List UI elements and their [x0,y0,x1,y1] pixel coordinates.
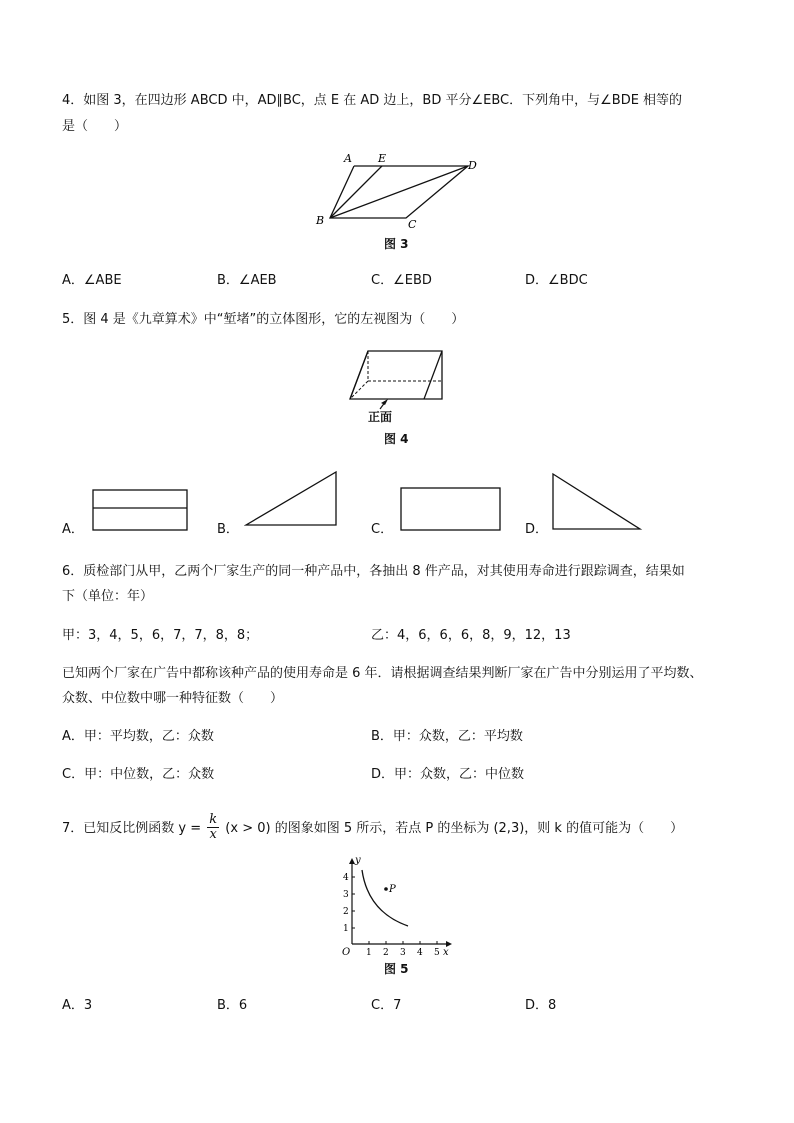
q4-option-a[interactable]: A．∠ABE [62,273,122,288]
q5-option-a-figure[interactable] [92,488,190,534]
y-axis-label: y [355,855,361,866]
x-tick-3: 3 [400,948,406,958]
q5-option-c-letter[interactable]: C． [371,522,394,537]
figure-5-caption: 图 5 [384,962,409,976]
q5-stem: 5．图 4 是《九章算术》中“堑堵”的立体图形，它的左视图为（ ） [62,312,465,327]
q6-option-d[interactable]: D．甲：众数，乙：中位数 [371,767,525,782]
x-axis-label: x [443,947,449,958]
origin-label: O [342,947,351,958]
q7-fraction-numerator: k [209,812,218,827]
y-tick-1: 1 [343,924,349,934]
x-tick-2: 2 [383,948,389,958]
q5-option-d-letter[interactable]: D． [525,522,549,537]
q7-option-a[interactable]: A．3 [62,998,93,1013]
q4-option-d[interactable]: D．∠BDC [525,273,588,288]
label-e: E [378,152,387,165]
q5-option-d-figure[interactable] [550,471,646,533]
q6-data-jia: 甲：3，4，5，6，7，7，8，8； [62,628,259,643]
q6-option-c[interactable]: C．甲：中位数，乙：众数 [62,767,215,782]
figure-4-caption: 图 4 [384,432,409,446]
q6-data-yi: 乙：4，6，6，6，8，9，12，13 [371,628,571,643]
label-a: A [344,152,352,165]
point-p-label: P [389,884,396,895]
q7-stem-part1: 7．已知反比例函数 y = [62,821,202,836]
figure-4-prism [340,343,460,423]
q4-option-b[interactable]: B．∠AEB [217,273,277,288]
q7-fraction [207,813,219,842]
q7-option-b[interactable]: B．6 [217,998,248,1013]
q6-stem-line2: 下（单位：年） [62,589,154,604]
figure-3-caption: 图 3 [384,237,409,251]
q5-option-b-letter[interactable]: B． [217,522,239,537]
q7-option-d[interactable]: D．8 [525,998,557,1013]
q6-option-a[interactable]: A．甲：平均数，乙：众数 [62,729,214,744]
x-tick-5: 5 [434,948,440,958]
figure-5-hyperbola [338,854,458,958]
y-tick-3: 3 [343,890,349,900]
q7-fraction-denominator: x [209,827,217,842]
x-tick-1: 1 [366,948,372,958]
y-tick-4: 4 [343,873,349,883]
q6-option-b[interactable]: B．甲：众数，乙：平均数 [371,729,523,744]
label-b: B [316,214,325,227]
q6-stem-line1: 6．质检部门从甲，乙两个厂家生产的同一种产品中，各抽出 8 件产品，对其使用寿命进行跟踪调查，结果如 [62,564,685,579]
figure-3-quadrilateral [310,150,490,232]
q5-option-c-figure[interactable] [400,486,504,534]
q4-stem-line1: 4．如图 3，在四边形 ABCD 中，AD∥BC，点 E 在 AD 边上，BD 平分∠EBC．下列角中，与∠BDE 相等的 [62,93,683,108]
front-view-label: 正面 [368,410,393,424]
q6-stem-line3: 已知两个厂家在广告中都称该种产品的使用寿命是 6 年．请根据调查结果判断厂家在广告中分别运用了平均数、 [62,666,703,681]
q6-stem-line4: 众数、中位数中哪一种特征数（ ） [62,691,284,706]
label-c: C [408,218,417,231]
y-tick-2: 2 [343,907,349,917]
q4-option-c[interactable]: C．∠EBD [371,273,432,288]
q5-option-a-letter[interactable]: A． [62,522,84,537]
q5-option-b-figure[interactable] [244,470,340,528]
label-d: D [468,159,477,172]
q7-stem-part2: (x > 0) 的图象如图 5 所示，若点 P 的坐标为 (2,3)，则 k 的值可能为（ ） [225,821,684,836]
q7-option-c[interactable]: C．7 [371,998,402,1013]
q4-stem-line2: 是（ ） [62,119,128,134]
q7-stem [62,814,683,843]
x-tick-4: 4 [417,948,423,958]
